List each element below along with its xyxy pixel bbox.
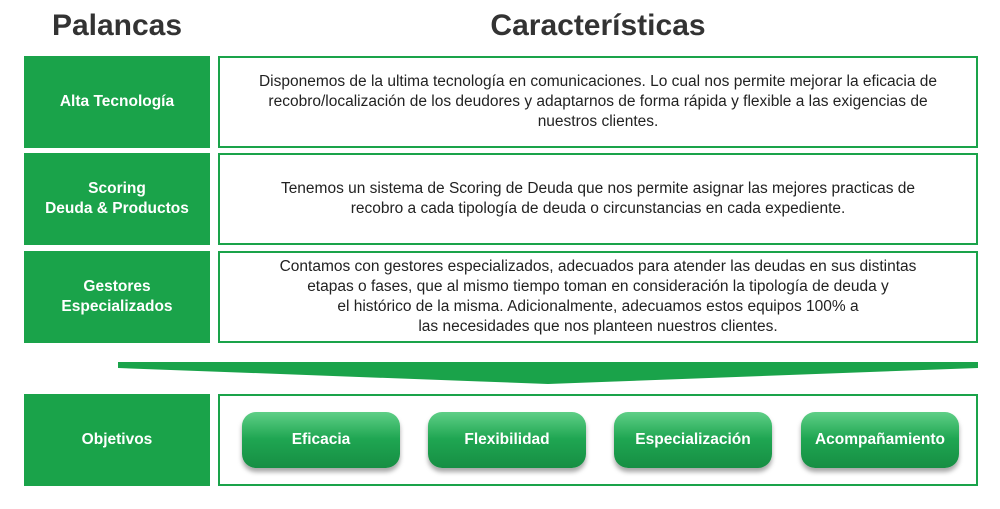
objective-flexibilidad: Flexibilidad [428,412,586,468]
description-text: Contamos con gestores especializados, adecuados para atender las deudas en sus distintas etapas o fases, que al mismo tiempo toman en consideración la tipología de deuda y el histórico de la misma. Adicionalmente, adecuamos estos equipos 100% a las necesidades que nos planteen nuestros clientes. [279,258,917,335]
description-text: Tenemos un sistema de Scoring de Deuda que nos permite asignar las mejores practicas de recobro a cada tipología de deuda o circunstancias en cada expediente. [280,180,916,217]
objective-eficacia: Eficacia [242,412,400,468]
objective-especializacion: Especialización [614,412,772,468]
description-text: Disponemos de la ultima tecnología en comunicaciones. Lo cual nos permite mejorar la eficacia de recobro/localización de los deudores y adaptarnos de forma rápida y flexible a las exigencias de nuestros clientes. [258,73,938,130]
funnel-shape [118,362,978,384]
lever-alta-tecnologia: Alta Tecnología [24,56,210,148]
levers-header: Palancas [51,9,183,42]
characteristics-header: Características [490,9,706,42]
objective-acompanamiento: Acompañamiento [801,412,959,468]
objectives-label: Objetivos [24,394,210,486]
lever-scoring: Scoring Deuda & Productos [24,153,210,245]
lever-gestores: Gestores Especializados [24,251,210,343]
